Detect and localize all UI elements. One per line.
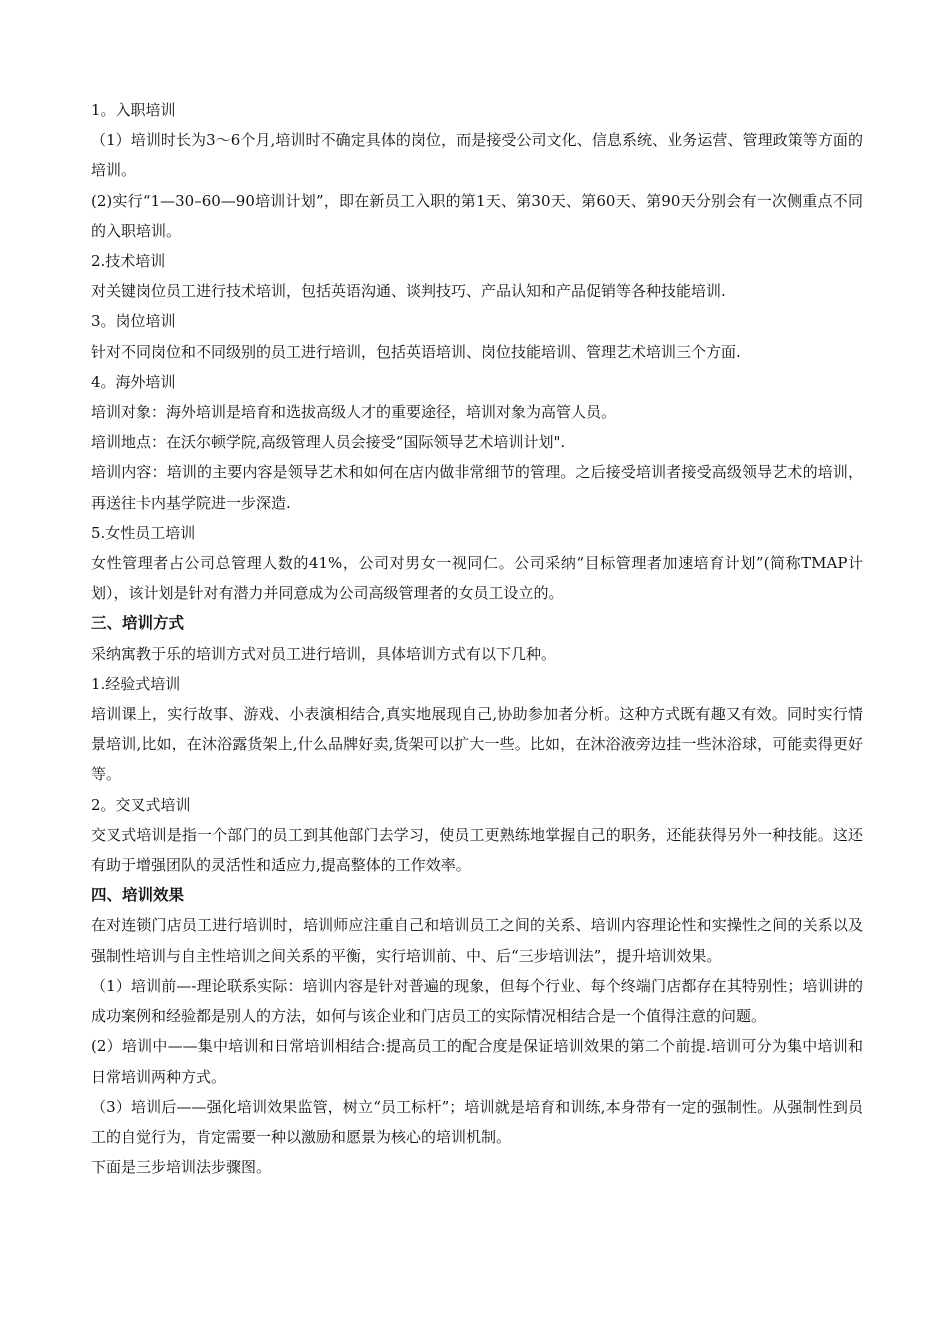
chapter-heading: 三、培训方式	[91, 614, 185, 633]
body-paragraph: （1）培训前—-理论联系实际：培训内容是针对普遍的现象，但每个行业、每个终端门店都存在其特别性；培训讲的成功案例和经验都是别人的方法，如何与该企业和门店员工的实际情况相结合是一个值得注意的问题。	[91, 976, 863, 1026]
section-heading: 4。海外培训	[91, 372, 176, 391]
body-paragraph: 下面是三步培训法步骤图。	[91, 1158, 272, 1177]
body-paragraph: 采纳寓教于乐的培训方式对员工进行培训，具体培训方式有以下几种。	[91, 644, 557, 663]
section-heading: 2.技术培训	[91, 252, 166, 271]
body-paragraph: 针对不同岗位和不同级别的员工进行培训，包括英语培训、岗位技能培训、管理艺术培训三个方面.	[91, 342, 741, 361]
section-heading: 3。岗位培训	[91, 312, 176, 331]
body-paragraph: (2)实行“1—30–60—90培训计划”，即在新员工入职的第1天、第30天、第60天、第90天分别会有一次侧重点不同的入职培训。	[91, 191, 863, 240]
body-paragraph: 对关键岗位员工进行技术培训，包括英语沟通、谈判技巧、产品认知和产品促销等各种技能培训.	[91, 282, 726, 301]
section-heading: 2。交叉式培训	[91, 795, 191, 814]
section-heading: 5.女性员工培训	[91, 523, 196, 542]
body-paragraph: 女性管理者占公司总管理人数的41%，公司对男女一视同仁。公司采纳“目标管理者加速培育计划”(简称TMAP计划），该计划是针对有潜力并同意成为公司高级管理者的女员工设立的。	[91, 554, 863, 603]
body-paragraph: （1）培训时长为3～6个月,培训时不确定具体的岗位，而是接受公司文化、信息系统、业务运营、管理政策等方面的培训。	[91, 131, 863, 180]
body-paragraph: 培训内容：培训的主要内容是领导艺术和如何在店内做非常细节的管理。之后接受培训者接受高级领导艺术的培训，再送往卡内基学院进一步深造.	[91, 463, 863, 512]
section-heading: 1.经验式培训	[91, 674, 181, 693]
body-paragraph: 交叉式培训是指一个部门的员工到其他部门去学习，使员工更熟练地掌握自己的职务，还能获得另外一种技能。这还有助于增强团队的灵活性和适应力,提高整体的工作效率。	[91, 825, 863, 875]
body-paragraph: (2）培训中——集中培训和日常培训相结合:提高员工的配合度是保证培训效果的第二个前提.培训可分为集中培训和日常培训两种方式。	[91, 1037, 863, 1086]
section-heading: 1。入职培训	[91, 101, 176, 119]
body-paragraph: （3）培训后——强化培训效果监管，树立“员工标杆”；培训就是培育和训练,本身带有一定的强制性。从强制性到员工的自觉行为，肯定需要一种以激励和愿景为核心的培训机制。	[91, 1097, 863, 1146]
document-page	[91, 95, 863, 1182]
body-paragraph: 培训对象：海外培训是培育和选拔高级人才的重要途径，培训对象为高管人员。	[91, 403, 617, 422]
body-paragraph: 在对连锁门店员工进行培训时，培训师应注重自己和培训员工之间的关系、培训内容理论性和实操性之间的关系以及强制性培训与自主性培训之间关系的平衡，实行培训前、中、后“三步培训法”，提升培训效果。	[91, 916, 863, 965]
chapter-heading: 四、培训效果	[91, 886, 185, 905]
body-paragraph: 培训地点：在沃尔顿学院,高级管理人员会接受“国际领导艺术培训计划".	[91, 433, 566, 452]
body-paragraph: 培训课上，实行故事、游戏、小表演相结合,真实地展现自己,协助参加者分析。这种方式既有趣又有效。同时实行情景培训,比如，在沐浴露货架上,什么品牌好卖,货架可以扩大一些。比如，在沐浴液旁边挂一些沐浴球，可能卖得更好等。	[91, 705, 863, 784]
